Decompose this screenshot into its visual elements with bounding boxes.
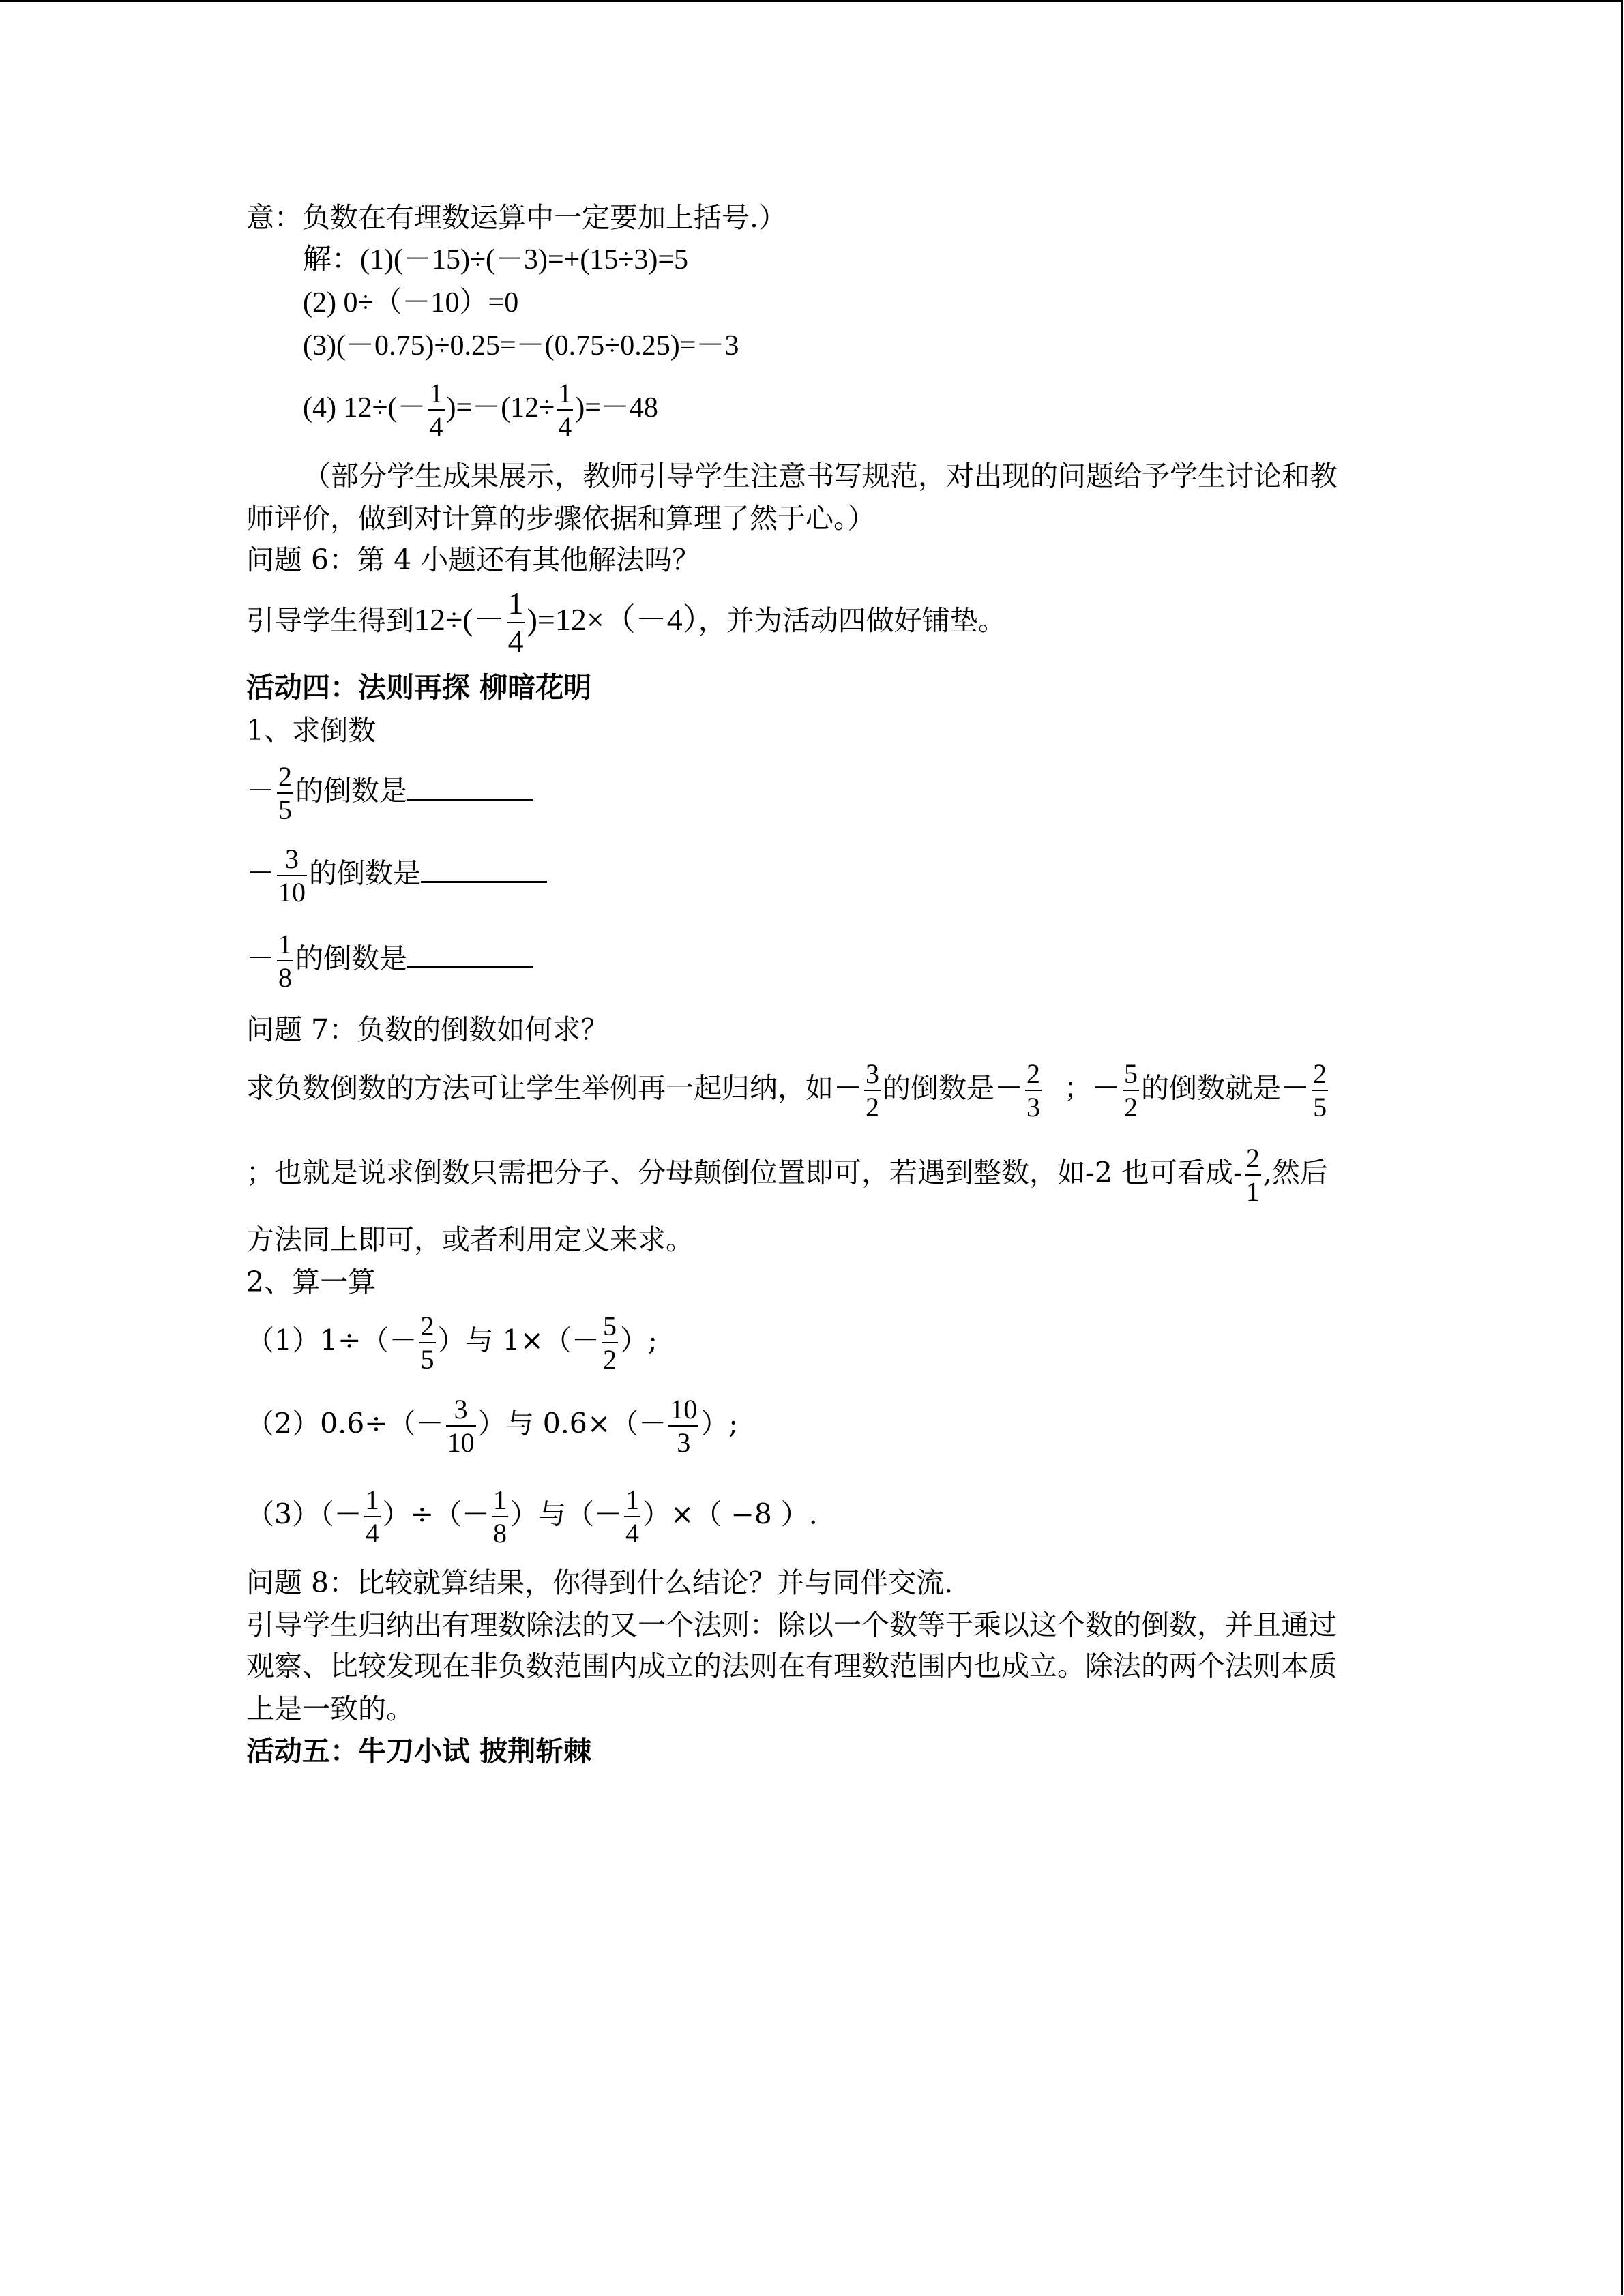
calc-item-3: （3）（－ $\frac{1}{4}$ ）÷（－ $\frac{1}{8}$ ）与（－ $\frac{1}{4}$ ）×（ −8 ）. (246, 1485, 818, 1549)
reciprocal-item: － $\frac{3}{10}$ 的倒数是 (246, 843, 547, 908)
fraction: $\frac{1}{4}$ (507, 586, 524, 659)
calc-item-2: （2）0.6÷（－ $\frac{3}{10}$ ）与 0.6×（－ $\frac{10}{3}$ ）; (246, 1394, 739, 1459)
question-7: 问题 7：负数的倒数如何求？ (246, 1013, 609, 1046)
solution-line-3: (3)(－0.75)÷0.25=－(0.75÷0.25)=－3 (303, 330, 739, 361)
fraction: $\frac{1}{4}$ (625, 1485, 639, 1549)
section-heading: 活动四：法则再探 柳暗花明 (246, 671, 592, 704)
fraction: $\frac{2}{5}$ (1313, 1058, 1327, 1123)
question-8: 问题 8：比较就算结果，你得到什么结论？并与同伴交流. (246, 1566, 954, 1599)
calc-item-1: （1）1÷（－ $\frac{2}{5}$ ）与 1×（－ $\frac{5}{2}$ ）; (246, 1311, 658, 1375)
fraction: $\frac{2}{5}$ (278, 761, 293, 826)
fraction: $\frac{2}{1}$ (1245, 1143, 1260, 1208)
answer-blank (407, 942, 533, 968)
fraction: $\frac{10}{3}$ (670, 1394, 698, 1459)
solution-line-1: 解：(1)(－15)÷(－3)=+(15÷3)=5 (303, 244, 689, 275)
text-line: 意：负数在有理数运算中一定要加上括号.） (246, 201, 787, 234)
text-line: 1、求倒数 (246, 714, 377, 747)
text-line: ；也就是说求倒数只需把分子、分母颠倒位置即可，若遇到整数，如-2 也可看成- $\frac{2}{1}$ ,然后 (246, 1143, 1328, 1208)
text-line: 方法同上即可，或者利用定义来求。 (246, 1223, 694, 1256)
fraction: $\frac{5}{2}$ (1124, 1058, 1138, 1123)
fraction: $\frac{5}{2}$ (603, 1311, 617, 1375)
fraction: $\frac{2}{5}$ (420, 1311, 434, 1375)
text-line: 师评价，做到对计算的步骤依据和算理了然于心。） (246, 502, 876, 535)
fraction: $\frac{1}{4}$ (365, 1485, 379, 1549)
text-line: 上是一致的。 (246, 1693, 414, 1725)
text-line: 求负数倒数的方法可让学生举例再一起归纳，如－ $\frac{3}{2}$ 的倒数是－ $\frac{2}{3}$ ；－ $\frac{5}{2}$ 的倒数就是－ $\frac{2}{5}$ (246, 1058, 1327, 1123)
text-line: 引导学生归纳出有理数除法的又一个法则：除以一个数等于乘以这个数的倒数，并且通过 (246, 1609, 1337, 1641)
fraction: $\frac{2}{3}$ (1027, 1058, 1041, 1123)
answer-blank (421, 856, 547, 883)
question-6: 问题 6：第 4 小题还有其他解法吗？ (246, 543, 700, 576)
fraction: $\frac{3}{2}$ (866, 1058, 880, 1123)
text-line: 2、算一算 (246, 1266, 377, 1298)
text-line: 观察、比较发现在非负数范围内成立的法则在有理数范围内也成立。除法的两个法则本质 (246, 1650, 1337, 1682)
reciprocal-item: － $\frac{1}{8}$ 的倒数是 (246, 928, 533, 994)
reciprocal-item: － $\frac{2}{5}$ 的倒数是 (246, 760, 533, 826)
solution-line-2: (2) 0÷（－10）=0 (303, 287, 519, 318)
answer-blank (407, 774, 533, 801)
fraction: $\frac{1}{8}$ (278, 929, 293, 994)
fraction: $\frac{1}{4}$ (558, 378, 572, 443)
fraction: $\frac{3}{10}$ (447, 1394, 475, 1459)
text-line: （部分学生成果展示，教师引导学生注意书写规范，对出现的问题给予学生讨论和教 (303, 460, 1338, 492)
section-heading: 活动五：牛刀小试 披荆斩棘 (246, 1735, 592, 1768)
fraction: $\frac{1}{4}$ (429, 378, 443, 443)
fraction: $\frac{3}{10}$ (278, 844, 306, 908)
solution-line-4: (4) 12÷(－ $\frac{1}{4}$ )=－(12÷ $\frac{1}{4}$ )=－48 (303, 378, 658, 443)
fraction: $\frac{1}{8}$ (492, 1485, 507, 1549)
text-line: 引导学生得到12÷(－ $\frac{1}{4}$ )=12×（－4），并为活动四做好铺垫。 (246, 585, 1006, 661)
